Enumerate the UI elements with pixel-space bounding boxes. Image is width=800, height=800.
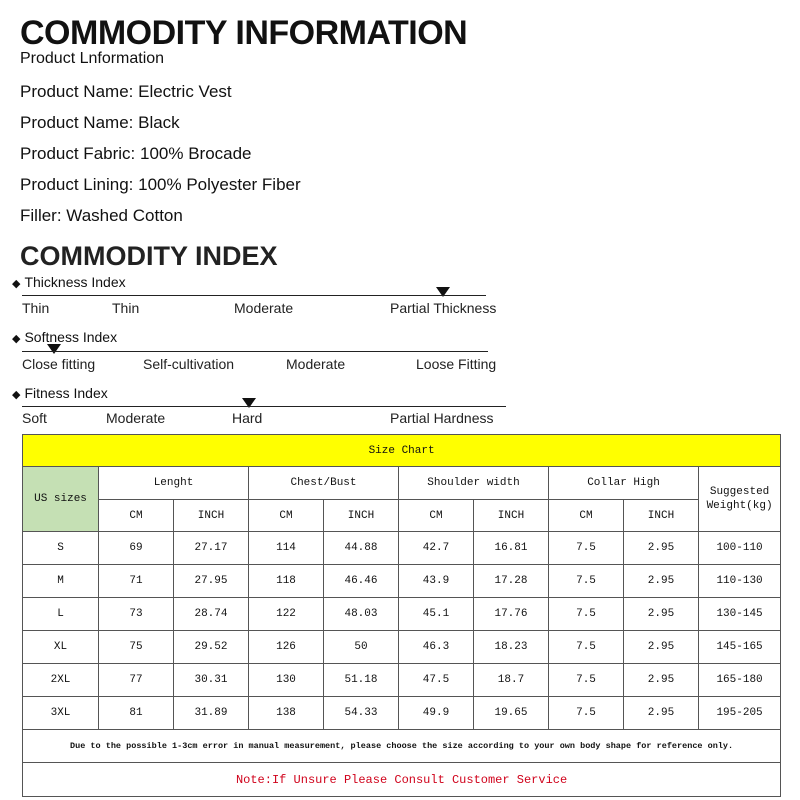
softness-scale-line: [22, 351, 488, 352]
info-product-fabric: Product Fabric: 100% Brocade: [20, 144, 252, 163]
chest-inch: 50: [324, 631, 399, 664]
table-row: [23, 631, 781, 664]
chest-cm: 118: [249, 565, 324, 598]
table-row: [23, 697, 781, 730]
thickness-label-thin-1: Thin: [22, 300, 50, 316]
chest-bust-header: Chest/Bust: [249, 467, 399, 500]
shoulder-width-header: Shoulder width: [399, 467, 549, 500]
size-chart-title: Size Chart: [23, 435, 781, 467]
suggested-weight: 165-180: [699, 664, 781, 697]
shoulder-cm: 45.1: [399, 598, 474, 631]
length-inch: 27.17: [174, 532, 249, 565]
collar-inch: 2.95: [624, 664, 699, 697]
size-label: S: [23, 532, 99, 565]
softness-label-close-fitting: Close fitting: [22, 356, 96, 372]
customer-service-note: Note:If Unsure Please Consult Customer Service: [23, 763, 781, 797]
softness-label-loose-fitting: Loose Fitting: [416, 356, 497, 372]
unit-header-inch: INCH: [324, 500, 399, 532]
softness-index-title: ◆ Softness Index: [12, 329, 118, 345]
diamond-icon: ◆: [12, 333, 21, 345]
table-row: [23, 565, 781, 598]
length-cm: 81: [99, 697, 174, 730]
collar-inch: 2.95: [624, 565, 699, 598]
shoulder-cm: 42.7: [399, 532, 474, 565]
chest-cm: 130: [249, 664, 324, 697]
fitness-label-moderate: Moderate: [106, 410, 166, 426]
shoulder-inch: 16.81: [474, 532, 549, 565]
fitness-index-title: ◆ Fitness Index: [12, 385, 108, 401]
length-header: Lenght: [99, 467, 249, 500]
size-label: 3XL: [23, 697, 99, 730]
unit-header-cm: CM: [249, 500, 324, 532]
size-label: L: [23, 598, 99, 631]
thickness-label-moderate: Moderate: [234, 300, 294, 316]
us-sizes-header: US sizes: [23, 467, 99, 532]
length-cm: 71: [99, 565, 174, 598]
unit-header-cm: CM: [99, 500, 174, 532]
collar-cm: 7.5: [549, 631, 624, 664]
collar-inch: 2.95: [624, 697, 699, 730]
index-title: COMMODITY INDEX: [20, 241, 278, 271]
unit-header-cm: CM: [549, 500, 624, 532]
shoulder-cm: 46.3: [399, 631, 474, 664]
suggested-weight: 100-110: [699, 532, 781, 565]
length-cm: 75: [99, 631, 174, 664]
table-row: [23, 532, 781, 565]
fitness-label-partial-hardness: Partial Hardness: [390, 410, 494, 426]
chest-cm: 126: [249, 631, 324, 664]
thickness-label-partial-thickness: Partial Thickness: [390, 300, 497, 316]
unit-header-cm: CM: [399, 500, 474, 532]
shoulder-inch: 18.7: [474, 664, 549, 697]
table-row: [23, 664, 781, 697]
suggested-weight: 130-145: [699, 598, 781, 631]
suggested-weight: 145-165: [699, 631, 781, 664]
softness-marker-icon: [47, 344, 61, 354]
chest-inch: 48.03: [324, 598, 399, 631]
unit-header-inch: INCH: [174, 500, 249, 532]
size-label: M: [23, 565, 99, 598]
shoulder-inch: 17.76: [474, 598, 549, 631]
size-chart-table: [22, 434, 781, 797]
table-row: [23, 598, 781, 631]
fitness-label-hard: Hard: [232, 410, 263, 426]
collar-high-header: Collar High: [549, 467, 699, 500]
info-filler: Filler: Washed Cotton: [20, 206, 183, 225]
chest-inch: 54.33: [324, 697, 399, 730]
suggested-weight: 110-130: [699, 565, 781, 598]
shoulder-cm: 47.5: [399, 664, 474, 697]
chest-cm: 122: [249, 598, 324, 631]
collar-cm: 7.5: [549, 565, 624, 598]
thickness-scale-line: [22, 295, 486, 296]
chest-cm: 114: [249, 532, 324, 565]
softness-label-self-cultivation: Self-cultivation: [143, 356, 235, 372]
diamond-icon: ◆: [12, 278, 21, 290]
length-inch: 30.31: [174, 664, 249, 697]
shoulder-cm: 43.9: [399, 565, 474, 598]
collar-cm: 7.5: [549, 664, 624, 697]
diamond-icon: ◆: [12, 389, 21, 401]
collar-cm: 7.5: [549, 532, 624, 565]
chest-inch: 46.46: [324, 565, 399, 598]
size-label: XL: [23, 631, 99, 664]
unit-header-inch: INCH: [474, 500, 549, 532]
size-rows: [23, 532, 781, 730]
shoulder-inch: 17.28: [474, 565, 549, 598]
length-inch: 28.74: [174, 598, 249, 631]
chest-cm: 138: [249, 697, 324, 730]
length-inch: 27.95: [174, 565, 249, 598]
length-inch: 31.89: [174, 697, 249, 730]
suggested-weight-header: Suggested Weight(kg): [699, 467, 781, 532]
shoulder-inch: 18.23: [474, 631, 549, 664]
size-label: 2XL: [23, 664, 99, 697]
info-product-color: Product Name: Black: [20, 113, 180, 132]
info-title: COMMODITY INFORMATION: [20, 14, 468, 52]
length-cm: 73: [99, 598, 174, 631]
length-inch: 29.52: [174, 631, 249, 664]
chest-inch: 51.18: [324, 664, 399, 697]
collar-inch: 2.95: [624, 631, 699, 664]
shoulder-inch: 19.65: [474, 697, 549, 730]
thickness-label-thin-2: Thin: [112, 300, 140, 316]
info-subtitle: Product Lnformation: [20, 50, 165, 67]
thickness-index-title: ◆ Thickness Index: [12, 274, 126, 290]
length-cm: 69: [99, 532, 174, 565]
collar-cm: 7.5: [549, 697, 624, 730]
collar-inch: 2.95: [624, 532, 699, 565]
info-product-name: Product Name: Electric Vest: [20, 82, 232, 101]
unit-header-inch: INCH: [624, 500, 699, 532]
info-product-lining: Product Lining: 100% Polyester Fiber: [20, 175, 301, 194]
length-cm: 77: [99, 664, 174, 697]
shoulder-cm: 49.9: [399, 697, 474, 730]
fitness-scale-line: [22, 406, 506, 407]
measurement-disclaimer: Due to the possible 1-3cm error in manual measurement, please choose the size according to your own body shape for reference only.: [23, 730, 781, 763]
collar-inch: 2.95: [624, 598, 699, 631]
fitness-label-soft: Soft: [22, 410, 47, 426]
softness-label-moderate: Moderate: [286, 356, 346, 372]
collar-cm: 7.5: [549, 598, 624, 631]
chest-inch: 44.88: [324, 532, 399, 565]
suggested-weight: 195-205: [699, 697, 781, 730]
